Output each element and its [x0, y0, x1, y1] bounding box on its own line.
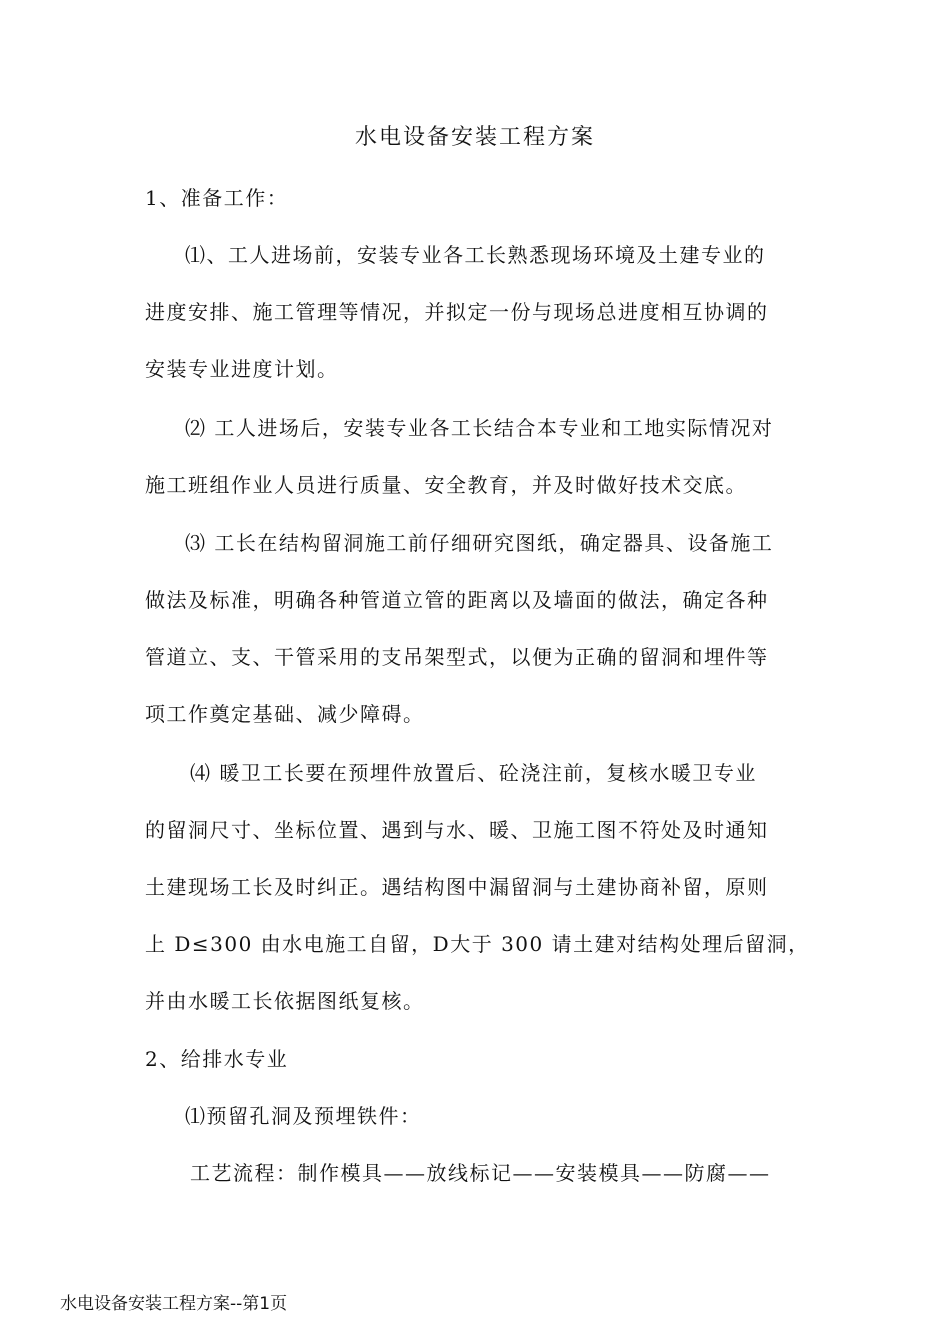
section-heading-water-drainage: 2、给排水专业 [145, 1047, 289, 1071]
section-heading-preparation: 1、准备工作： [145, 186, 289, 210]
paragraph-line: 安装专业进度计划。 [145, 357, 339, 381]
paragraph-line: ⑶ 工长在结构留洞施工前仔细研究图纸，确定器具、设备施工 [185, 531, 774, 555]
subsection-heading: ⑴预留孔洞及预埋铁件： [185, 1104, 422, 1128]
paragraph-line: 土建现场工长及时纠正。遇结构图中漏留洞与土建协商补留，原则 [145, 875, 769, 899]
paragraph-line: 的留洞尺寸、坐标位置、遇到与水、暖、卫施工图不符处及时通知 [145, 818, 769, 842]
page-footer: 水电设备安装工程方案--第1页 [60, 1294, 288, 1314]
paragraph-line: 进度安排、施工管理等情况，并拟定一份与现场总进度相互协调的 [145, 300, 769, 324]
paragraph-line: 并由水暖工长依据图纸复核。 [145, 989, 425, 1013]
paragraph-line: ⑴、工人进场前，安装专业各工长熟悉现场环境及土建专业的 [185, 243, 766, 267]
paragraph-line: 施工班组作业人员进行质量、安全教育，并及时做好技术交底。 [145, 473, 747, 497]
paragraph-line: ⑵ 工人进场后，安装专业各工长结合本专业和工地实际情况对 [185, 416, 774, 440]
paragraph-line: ⑷ 暖卫工长要在预埋件放置后、砼浇注前，复核水暖卫专业 [190, 761, 757, 785]
paragraph-line: 工艺流程：制作模具——放线标记——安装模具——防腐—— [190, 1161, 771, 1185]
paragraph-line: 管道立、支、干管采用的支吊架型式，以便为正确的留洞和埋件等 [145, 645, 769, 669]
paragraph-line: 项工作奠定基础、减少障碍。 [145, 702, 425, 726]
paragraph-line: 上 D≤300 由水电施工自留，D大于 300 请土建对结构处理后留洞， [145, 932, 810, 956]
paragraph-line: 做法及标准，明确各种管道立管的距离以及墙面的做法，确定各种 [145, 588, 769, 612]
document-title: 水电设备安装工程方案 [354, 125, 595, 150]
